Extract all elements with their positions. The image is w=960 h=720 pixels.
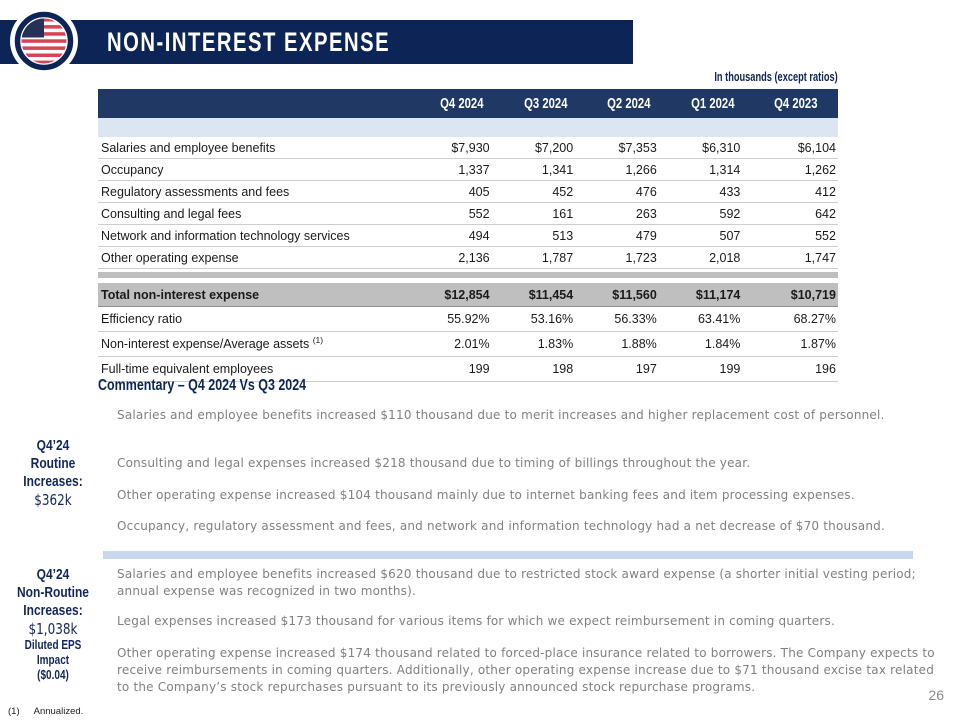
cell-value: $10,719 xyxy=(790,287,836,302)
commentary-paragraph: Salaries and employee benefits increased $620 thousand due to restricted stock award expense (a shorter initial vesting period; annual expense was recognized in two months). xyxy=(117,567,916,598)
commentary-paragraph: Legal expenses increased $173 thousand for various items for which we expect reimbursement in coming quarters. xyxy=(117,614,835,628)
page-number: 26 xyxy=(928,687,944,703)
cell-value: 1,314 xyxy=(709,162,741,177)
cell-value: $7,353 xyxy=(618,140,657,155)
table-row xyxy=(98,181,838,203)
cell-value: 199 xyxy=(719,362,741,376)
cell-value: 592 xyxy=(719,206,741,221)
cell-value: $6,104 xyxy=(797,140,836,155)
cell-value: 1,787 xyxy=(541,250,574,265)
cell-value: 68.27% xyxy=(793,312,836,326)
row-label: Total non-interest expense xyxy=(101,287,260,302)
units-note xyxy=(98,70,838,84)
table-row xyxy=(98,332,838,357)
cell-value: $11,454 xyxy=(528,287,574,302)
units-note-text: In thousands (except ratios) xyxy=(714,70,838,84)
table-row xyxy=(98,137,838,159)
column-header-label: Q4 2024 xyxy=(440,95,484,112)
cell-value: $12,854 xyxy=(444,287,490,302)
table-spacer-row xyxy=(98,118,838,137)
section-divider xyxy=(103,551,913,559)
eps-impact-note: Diluted EPS Impact xyxy=(24,638,82,667)
cell-value: 197 xyxy=(635,362,657,376)
expense-table xyxy=(98,89,838,382)
commentary-paragraph: Other operating expense increased $174 thousand related to forced-place insurance related to borrowers. The Company expects to receive reimbursements in coming quarters. Additionally, other operating expense increase due to $71 thousand excise tax related to the Company’s stock repurchases pursuant to its previously announced stock repurchase programs. xyxy=(117,646,935,694)
column-header xyxy=(671,96,755,112)
cell-value: 2,018 xyxy=(709,250,741,265)
table-row xyxy=(98,247,838,269)
commentary-paragraph: Other operating expense increased $104 thousand mainly due to internet banking fees and item processing expenses. xyxy=(117,488,855,502)
cell-value: 405 xyxy=(468,184,490,199)
column-header xyxy=(587,96,671,112)
cell-value: 1,337 xyxy=(458,162,490,177)
cell-value: 1.84% xyxy=(704,337,741,351)
cell-value: 552 xyxy=(468,206,490,221)
commentary-paragraph: Salaries and employee benefits increased $110 thousand due to merit increases and higher replacement cost of personnel. xyxy=(117,408,885,422)
slide-title: NON-INTEREST EXPENSE xyxy=(107,27,391,57)
eps-impact-value: ($0.04) xyxy=(37,668,69,682)
cell-value: 1.88% xyxy=(621,337,657,351)
table-row xyxy=(98,307,838,332)
cell-value: $6,310 xyxy=(702,140,741,155)
commentary-heading xyxy=(98,377,365,395)
non-routine-increases-label xyxy=(0,566,106,683)
column-header-label: Q1 2024 xyxy=(690,95,735,112)
cell-value: 412 xyxy=(815,184,836,199)
total-row xyxy=(98,283,838,307)
routine-amount: $362k xyxy=(34,491,72,509)
cell-value: 507 xyxy=(719,228,741,243)
column-header xyxy=(754,96,838,112)
row-label: Consulting and legal fees xyxy=(101,206,242,221)
cell-value: 2.01% xyxy=(454,337,490,351)
column-header-label: Q4 2023 xyxy=(774,95,818,112)
commentary-paragraph: Consulting and legal expenses increased $218 thousand due to timing of billings throughout the year. xyxy=(117,456,751,470)
footnote-marker: (1) xyxy=(8,706,20,717)
cell-value: 1,723 xyxy=(625,250,657,265)
cell-value: $11,560 xyxy=(612,287,657,302)
cell-value: 1,341 xyxy=(541,162,574,177)
cell-value: 476 xyxy=(635,184,657,199)
footnote-text: Annualized. xyxy=(33,706,84,717)
non-routine-label-line: Non-Routine xyxy=(16,584,89,601)
cell-value: 56.33% xyxy=(614,312,657,326)
routine-label-line: Increases: xyxy=(23,473,83,490)
cell-value: 1,262 xyxy=(804,162,836,177)
cell-value: $7,930 xyxy=(451,140,490,155)
american-flag-globe-icon xyxy=(9,6,79,76)
table-row xyxy=(98,159,838,181)
non-routine-amount: $1,038k xyxy=(28,620,78,638)
row-label: Occupancy xyxy=(101,162,164,177)
cell-value: 198 xyxy=(552,362,574,376)
cell-value: $7,200 xyxy=(534,140,574,155)
cell-value: 1,747 xyxy=(804,250,836,265)
cell-value: 479 xyxy=(635,228,657,243)
column-header xyxy=(420,96,504,112)
cell-value: 2,136 xyxy=(458,250,490,265)
cell-value: 1.83% xyxy=(537,337,574,351)
cell-value: 513 xyxy=(552,228,574,243)
row-label: Regulatory assessments and fees xyxy=(101,184,290,199)
row-label xyxy=(98,312,420,326)
row-label: Other operating expense xyxy=(101,250,239,265)
routine-label-line: Routine xyxy=(30,455,76,472)
row-label: Network and information technology services xyxy=(101,228,350,243)
cell-value: 161 xyxy=(552,206,574,221)
column-header xyxy=(504,96,588,112)
cell-value: 199 xyxy=(468,362,490,376)
footnote xyxy=(8,706,83,717)
title-banner xyxy=(0,20,633,64)
routine-label-line: Q4’24 xyxy=(36,437,70,454)
table-row xyxy=(98,225,838,247)
cell-value: 196 xyxy=(815,362,836,376)
cell-value: 1,266 xyxy=(625,162,657,177)
non-routine-label-line: Increases: xyxy=(23,602,83,619)
footnote-ref: (1) xyxy=(312,334,324,345)
commentary-heading-text: Commentary – Q4 2024 Vs Q3 2024 xyxy=(98,377,307,394)
cell-value: 552 xyxy=(815,228,836,243)
cell-value: 494 xyxy=(468,228,490,243)
cell-value: 55.92% xyxy=(447,312,490,326)
row-label xyxy=(98,334,420,351)
row-label-text: Non-interest expense/Average assets xyxy=(101,337,313,351)
row-label xyxy=(98,362,420,376)
cell-value: 53.16% xyxy=(530,312,574,326)
row-label: Salaries and employee benefits xyxy=(101,140,276,155)
cell-value: $11,174 xyxy=(695,287,741,302)
cell-value: 1.87% xyxy=(800,337,836,351)
cell-value: 263 xyxy=(635,206,657,221)
cell-value: 63.41% xyxy=(697,312,741,326)
column-header-label: Q2 2024 xyxy=(607,95,651,112)
cell-value: 642 xyxy=(815,206,836,221)
routine-increases-label xyxy=(0,437,106,509)
row-label-text: Efficiency ratio xyxy=(101,312,183,326)
row-label-text: Full-time equivalent employees xyxy=(101,362,274,376)
table-header-row xyxy=(98,89,838,118)
table-row xyxy=(98,203,838,225)
non-routine-label-line: Q4’24 xyxy=(36,566,70,583)
cell-value: 452 xyxy=(552,184,574,199)
cell-value: 433 xyxy=(719,184,741,199)
column-header-label: Q3 2024 xyxy=(523,95,568,112)
commentary-paragraph: Occupancy, regulatory assessment and fees, and network and information technology had a net decrease of $70 thousand. xyxy=(117,519,885,533)
